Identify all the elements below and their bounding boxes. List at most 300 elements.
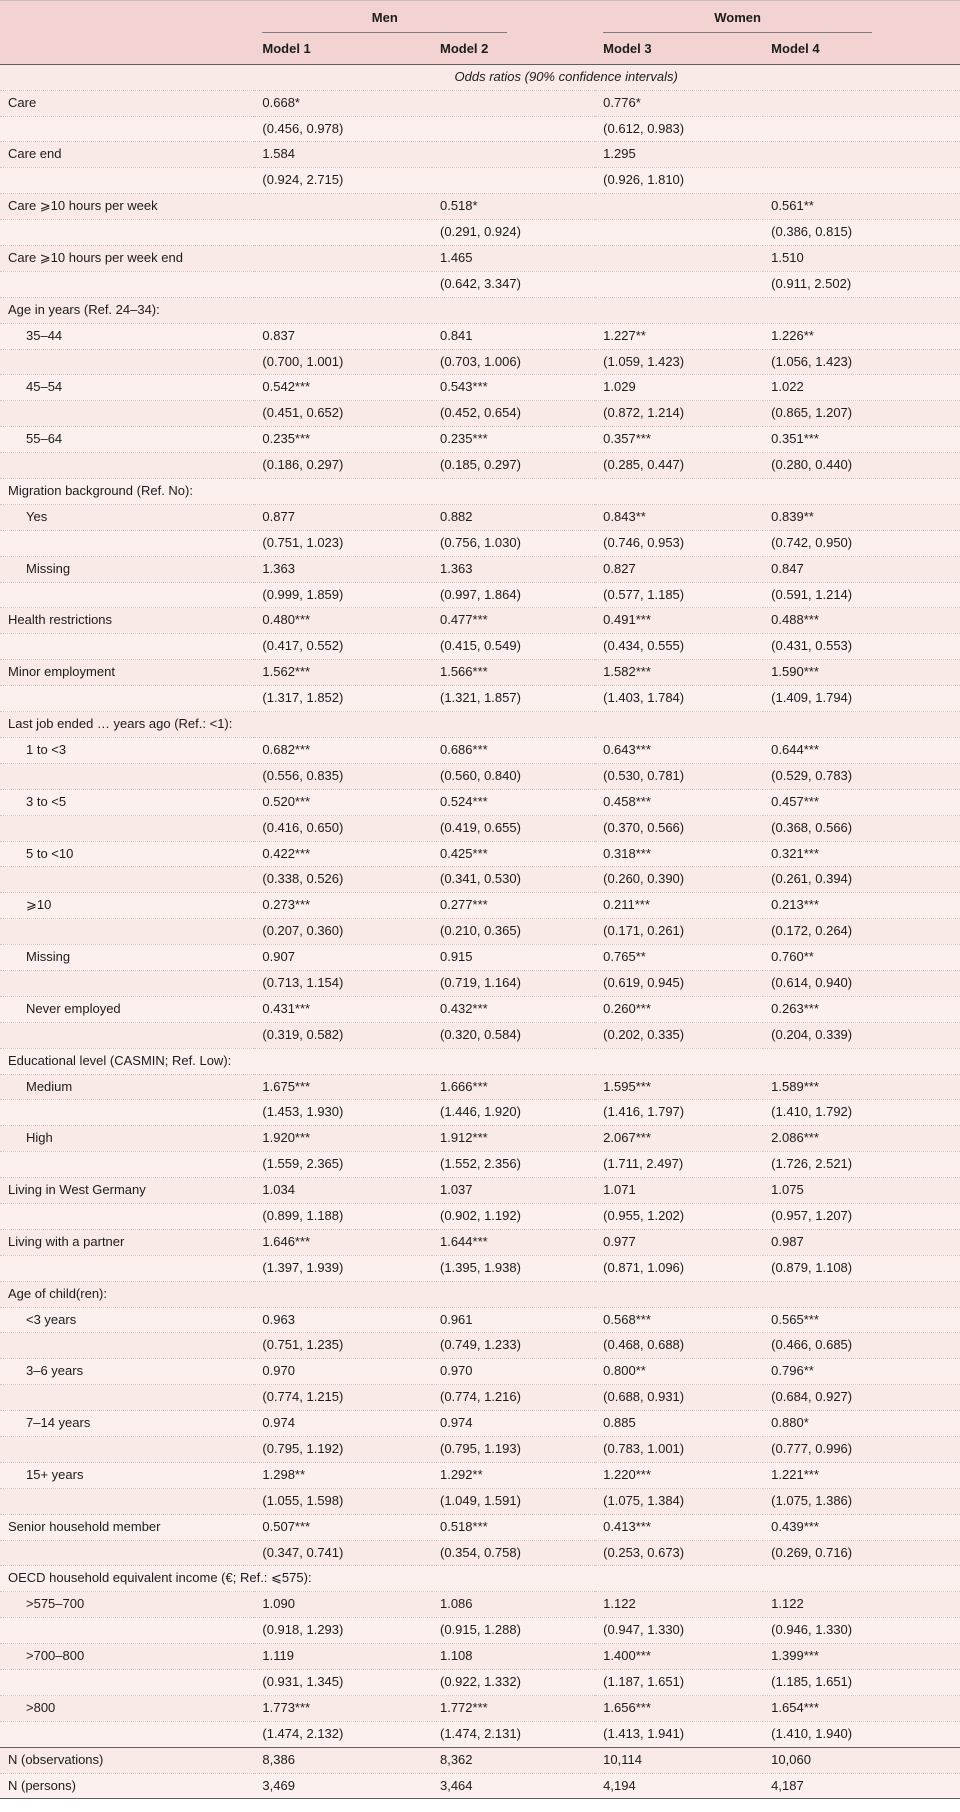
confidence-interval-cell: (1.075, 1.386) [763,1488,960,1514]
table-row [0,1488,960,1514]
confidence-interval-cell: (1.395, 1.938) [432,1255,595,1281]
estimate-cell: 1.034 [254,1178,432,1204]
confidence-interval-cell: (0.285, 0.447) [595,453,763,479]
confidence-interval-cell: (0.719, 1.164) [432,970,595,996]
women-group-header [595,1,960,33]
confidence-interval-cell: (1.055, 1.598) [254,1488,432,1514]
row-label: Yes [0,504,254,530]
estimate-cell: 0.431*** [254,996,432,1022]
row-label: Never employed [0,996,254,1022]
row-label [0,815,254,841]
estimate-cell: 1.772*** [432,1695,595,1721]
row-label [0,1255,254,1281]
confidence-interval-cell: (0.207, 0.360) [254,919,432,945]
confidence-interval-cell: (0.777, 0.996) [763,1436,960,1462]
table-row [0,1747,960,1773]
estimate-cell: 0.987 [763,1229,960,1255]
table-row [0,530,960,556]
row-label [0,1540,254,1566]
subtitle-spacer [0,64,254,90]
confidence-interval-cell [254,220,432,246]
table-row [0,375,960,401]
confidence-interval-cell: (0.530, 0.781) [595,763,763,789]
estimate-cell: 0.491*** [595,608,763,634]
estimate-cell: 10,060 [763,1747,960,1773]
confidence-interval-cell: (0.774, 1.215) [254,1385,432,1411]
estimate-cell: 0.321*** [763,841,960,867]
estimate-cell: 1.584 [254,142,432,168]
estimate-cell: 0.488*** [763,608,960,634]
row-label [0,634,254,660]
confidence-interval-cell: (0.774, 1.216) [432,1385,595,1411]
section-header-row [0,1281,960,1307]
estimate-cell: 1.644*** [432,1229,595,1255]
table-row [0,349,960,375]
confidence-interval-cell: (1.474, 2.132) [254,1721,432,1747]
confidence-interval-cell: (0.434, 0.555) [595,634,763,660]
confidence-interval-cell: (0.319, 0.582) [254,1022,432,1048]
row-label [0,1100,254,1126]
estimate-cell: 1.037 [432,1178,595,1204]
table-row [0,504,960,530]
estimate-cell: 1.221*** [763,1462,960,1488]
confidence-interval-cell: (0.924, 2.715) [254,168,432,194]
row-label: 15+ years [0,1462,254,1488]
row-label: Care ⩾10 hours per week [0,194,254,220]
confidence-interval-cell: (0.947, 1.330) [595,1618,763,1644]
confidence-interval-cell: (0.419, 0.655) [432,815,595,841]
estimate-cell: 2.067*** [595,1126,763,1152]
estimate-cell: 0.260*** [595,996,763,1022]
estimate-cell: 0.974 [254,1411,432,1437]
confidence-interval-cell: (0.955, 1.202) [595,1203,763,1229]
estimate-cell: 1.656*** [595,1695,763,1721]
estimate-cell: 1.226** [763,323,960,349]
confidence-interval-cell: (0.431, 0.553) [763,634,960,660]
row-label: Living in West Germany [0,1178,254,1204]
row-label [0,1203,254,1229]
estimate-cell: 1.562*** [254,660,432,686]
table-row [0,1255,960,1281]
estimate-cell: 0.644*** [763,737,960,763]
confidence-interval-cell: (0.269, 0.716) [763,1540,960,1566]
table-row [0,1514,960,1540]
row-label: >800 [0,1695,254,1721]
estimate-cell: 0.318*** [595,841,763,867]
estimate-cell: 1.075 [763,1178,960,1204]
estimate-cell: 1.363 [432,556,595,582]
row-label [0,1022,254,1048]
estimate-cell: 1.566*** [432,660,595,686]
row-label [0,1333,254,1359]
row-label: 1 to <3 [0,737,254,763]
table-header [0,1,960,65]
confidence-interval-cell: (0.210, 0.365) [432,919,595,945]
confidence-interval-cell: (0.560, 0.840) [432,763,595,789]
confidence-interval-cell: (1.317, 1.852) [254,686,432,712]
row-label [0,1670,254,1696]
table-row [0,686,960,712]
confidence-interval-cell: (0.416, 0.650) [254,815,432,841]
estimate-cell: 2.086*** [763,1126,960,1152]
estimate-cell: 0.211*** [595,893,763,919]
model-2-header: Model 2 [432,33,595,64]
estimate-cell: 0.827 [595,556,763,582]
estimate-cell: 1.399*** [763,1644,960,1670]
confidence-interval-cell: (1.056, 1.423) [763,349,960,375]
estimate-cell: 1.510 [763,246,960,272]
confidence-interval-cell: (0.253, 0.673) [595,1540,763,1566]
estimate-cell: 0.568*** [595,1307,763,1333]
confidence-interval-cell: (0.915, 1.288) [432,1618,595,1644]
estimate-cell: 1.465 [432,246,595,272]
estimate-cell: 1.590*** [763,660,960,686]
estimate-cell: 0.682*** [254,737,432,763]
model-1-header: Model 1 [254,33,432,64]
estimate-cell: 1.675*** [254,1074,432,1100]
confidence-interval-cell: (0.931, 1.345) [254,1670,432,1696]
estimate-cell: 3,469 [254,1773,432,1799]
table-row [0,1229,960,1255]
estimate-cell: 0.877 [254,504,432,530]
section-header-row [0,479,960,505]
row-label: Living with a partner [0,1229,254,1255]
estimate-cell: 1.086 [432,1592,595,1618]
confidence-interval-cell: (0.899, 1.188) [254,1203,432,1229]
estimate-cell: 0.843** [595,504,763,530]
confidence-interval-cell: (1.410, 1.792) [763,1100,960,1126]
row-label: 35–44 [0,323,254,349]
row-label: Care end [0,142,254,168]
section-label: Last job ended … years ago (Ref.: <1): [0,712,960,738]
table-row [0,1307,960,1333]
table-row [0,271,960,297]
row-label: Care [0,90,254,116]
confidence-interval-cell: (0.999, 1.859) [254,582,432,608]
table-row [0,1385,960,1411]
estimate-cell: 1.122 [595,1592,763,1618]
table-row [0,1126,960,1152]
confidence-interval-cell: (0.260, 0.390) [595,867,763,893]
confidence-interval-cell: (0.957, 1.207) [763,1203,960,1229]
confidence-interval-cell: (0.415, 0.549) [432,634,595,660]
confidence-interval-cell: (0.456, 0.978) [254,116,432,142]
estimate-cell: 0.907 [254,945,432,971]
estimate-cell: 0.458*** [595,789,763,815]
confidence-interval-cell: (0.341, 0.530) [432,867,595,893]
table-row [0,789,960,815]
confidence-interval-cell: (0.713, 1.154) [254,970,432,996]
row-label [0,867,254,893]
estimate-cell: 0.524*** [432,789,595,815]
confidence-interval-cell: (0.171, 0.261) [595,919,763,945]
estimate-cell [432,142,595,168]
confidence-interval-cell: (1.059, 1.423) [595,349,763,375]
table-row [0,919,960,945]
estimate-cell: 1.119 [254,1644,432,1670]
confidence-interval-cell: (0.556, 0.835) [254,763,432,789]
model-header-row [0,33,960,64]
estimate-cell: 0.839** [763,504,960,530]
table-row [0,90,960,116]
table-row [0,1333,960,1359]
row-label [0,349,254,375]
confidence-interval-cell: (0.261, 0.394) [763,867,960,893]
table-row [0,1152,960,1178]
confidence-interval-cell: (1.453, 1.930) [254,1100,432,1126]
confidence-interval-cell: (1.049, 1.591) [432,1488,595,1514]
row-label [0,116,254,142]
estimate-cell: 1.666*** [432,1074,595,1100]
table-row [0,763,960,789]
confidence-interval-cell: (0.703, 1.006) [432,349,595,375]
estimate-cell: 0.477*** [432,608,595,634]
confidence-interval-cell: (1.413, 1.941) [595,1721,763,1747]
estimate-cell [254,246,432,272]
estimate-cell: 0.543*** [432,375,595,401]
section-label: Educational level (CASMIN; Ref. Low): [0,1048,960,1074]
table-row [0,453,960,479]
row-label [0,1488,254,1514]
estimate-cell: 0.480*** [254,608,432,634]
estimate-cell: 0.760** [763,945,960,971]
estimate-cell: 1.646*** [254,1229,432,1255]
confidence-interval-cell: (0.320, 0.584) [432,1022,595,1048]
confidence-interval-cell: (0.751, 1.023) [254,530,432,556]
estimate-cell: 0.413*** [595,1514,763,1540]
estimate-cell: 1.582*** [595,660,763,686]
row-label: Medium [0,1074,254,1100]
row-label: Senior household member [0,1514,254,1540]
estimate-cell: 1.022 [763,375,960,401]
row-label [0,401,254,427]
subtitle-row [0,64,960,90]
table-row [0,142,960,168]
table-row [0,116,960,142]
confidence-interval-cell: (1.403, 1.784) [595,686,763,712]
confidence-interval-cell: (0.795, 1.193) [432,1436,595,1462]
estimate-cell: 0.668* [254,90,432,116]
confidence-interval-cell: (0.642, 3.347) [432,271,595,297]
table-row [0,246,960,272]
estimate-cell: 1.029 [595,375,763,401]
confidence-interval-cell: (0.368, 0.566) [763,815,960,841]
table-row [0,1022,960,1048]
estimate-cell: 10,114 [595,1747,763,1773]
table-row [0,1618,960,1644]
estimate-cell: 1.773*** [254,1695,432,1721]
row-label: 7–14 years [0,1411,254,1437]
row-label: 55–64 [0,427,254,453]
confidence-interval-cell: (0.684, 0.927) [763,1385,960,1411]
row-label: 3–6 years [0,1359,254,1385]
confidence-interval-cell: (0.872, 1.214) [595,401,763,427]
row-label [0,1385,254,1411]
model-header-spacer [0,33,254,64]
confidence-interval-cell: (0.865, 1.207) [763,401,960,427]
estimate-cell: 0.970 [432,1359,595,1385]
confidence-interval-cell: (0.619, 0.945) [595,970,763,996]
estimate-cell: 0.643*** [595,737,763,763]
estimate-cell: 0.847 [763,556,960,582]
table-row [0,737,960,763]
table-row [0,401,960,427]
confidence-interval-cell: (0.783, 1.001) [595,1436,763,1462]
confidence-interval-cell: (0.749, 1.233) [432,1333,595,1359]
estimate-cell: 1.090 [254,1592,432,1618]
row-label [0,168,254,194]
estimate-cell [595,194,763,220]
confidence-interval-cell: (0.591, 1.214) [763,582,960,608]
model-4-header: Model 4 [763,33,960,64]
row-label [0,1152,254,1178]
confidence-interval-cell: (0.577, 1.185) [595,582,763,608]
confidence-interval-cell: (1.552, 2.356) [432,1152,595,1178]
table-row [0,1592,960,1618]
estimate-cell: 4,194 [595,1773,763,1799]
row-label: >575–700 [0,1592,254,1618]
table-row [0,1721,960,1747]
table-row [0,1203,960,1229]
confidence-interval-cell [254,271,432,297]
model-3-header: Model 3 [595,33,763,64]
confidence-interval-cell: (1.410, 1.940) [763,1721,960,1747]
confidence-interval-cell: (0.529, 0.783) [763,763,960,789]
confidence-interval-cell: (0.918, 1.293) [254,1618,432,1644]
estimate-cell: 0.796** [763,1359,960,1385]
confidence-interval-cell: (1.321, 1.857) [432,686,595,712]
table-row [0,1436,960,1462]
estimate-cell: 0.977 [595,1229,763,1255]
estimate-cell: 0.561** [763,194,960,220]
section-label: OECD household equivalent income (€; Ref.: ⩽575): [0,1566,960,1592]
confidence-interval-cell: (1.075, 1.384) [595,1488,763,1514]
estimate-cell: 1.227** [595,323,763,349]
estimate-cell: 0.518*** [432,1514,595,1540]
confidence-interval-cell: (1.185, 1.651) [763,1670,960,1696]
table-row [0,1773,960,1799]
section-label: Age of child(ren): [0,1281,960,1307]
estimate-cell: 0.776* [595,90,763,116]
estimate-cell: 1.400*** [595,1644,763,1670]
table-row [0,660,960,686]
confidence-interval-cell: (0.879, 1.108) [763,1255,960,1281]
confidence-interval-cell: (0.172, 0.264) [763,919,960,945]
table-row [0,168,960,194]
estimate-cell: 0.520*** [254,789,432,815]
table-row [0,1644,960,1670]
estimate-cell: 0.277*** [432,893,595,919]
table-row [0,945,960,971]
table-row [0,634,960,660]
section-label: Age in years (Ref. 24–34): [0,297,960,323]
estimate-cell: 0.357*** [595,427,763,453]
row-label: Missing [0,556,254,582]
confidence-interval-cell: (0.612, 0.983) [595,116,763,142]
confidence-interval-cell: (0.922, 1.332) [432,1670,595,1696]
table-body [0,64,960,1799]
group-header-row [0,1,960,33]
confidence-interval-cell: (0.742, 0.950) [763,530,960,556]
estimate-cell: 0.915 [432,945,595,971]
confidence-interval-cell: (0.614, 0.940) [763,970,960,996]
confidence-interval-cell: (1.711, 2.497) [595,1152,763,1178]
estimate-cell: 0.351*** [763,427,960,453]
confidence-interval-cell [763,116,960,142]
estimate-cell: 0.235*** [432,427,595,453]
estimate-cell: 1.122 [763,1592,960,1618]
estimate-cell: 0.880* [763,1411,960,1437]
confidence-interval-cell: (0.202, 0.335) [595,1022,763,1048]
estimate-cell: 0.518* [432,194,595,220]
estimate-cell: 0.542*** [254,375,432,401]
row-label [0,919,254,945]
row-label [0,763,254,789]
confidence-interval-cell: (0.354, 0.758) [432,1540,595,1566]
estimate-cell: 0.425*** [432,841,595,867]
estimate-cell [595,246,763,272]
row-label [0,1721,254,1747]
confidence-interval-cell: (0.291, 0.924) [432,220,595,246]
confidence-interval-cell: (0.795, 1.192) [254,1436,432,1462]
estimate-cell: 0.837 [254,323,432,349]
table-row [0,582,960,608]
estimate-cell: 8,386 [254,1747,432,1773]
estimate-cell: 0.800** [595,1359,763,1385]
table-row [0,1100,960,1126]
confidence-interval-cell: (1.474, 2.131) [432,1721,595,1747]
estimate-cell: 0.961 [432,1307,595,1333]
confidence-interval-cell: (0.700, 1.001) [254,349,432,375]
table-row [0,608,960,634]
estimate-cell: 1.071 [595,1178,763,1204]
estimate-cell [432,90,595,116]
row-label: ⩾10 [0,893,254,919]
row-label: N (observations) [0,1747,254,1773]
estimate-cell: 0.457*** [763,789,960,815]
estimate-cell: 0.235*** [254,427,432,453]
confidence-interval-cell [595,220,763,246]
confidence-interval-cell: (0.946, 1.330) [763,1618,960,1644]
row-label [0,970,254,996]
table-row [0,1462,960,1488]
estimate-cell: 0.970 [254,1359,432,1385]
estimate-cell: 1.595*** [595,1074,763,1100]
estimate-cell: 0.273*** [254,893,432,919]
estimate-cell: 0.885 [595,1411,763,1437]
estimate-cell [254,194,432,220]
confidence-interval-cell: (0.417, 0.552) [254,634,432,660]
confidence-interval-cell: (0.370, 0.566) [595,815,763,841]
row-label: 45–54 [0,375,254,401]
estimate-cell: 8,362 [432,1747,595,1773]
men-group-header [254,1,595,33]
confidence-interval-cell: (1.187, 1.651) [595,1670,763,1696]
row-label [0,582,254,608]
table-row [0,1178,960,1204]
section-label: Migration background (Ref. No): [0,479,960,505]
confidence-interval-cell: (1.397, 1.939) [254,1255,432,1281]
table-row [0,970,960,996]
confidence-interval-cell: (0.338, 0.526) [254,867,432,893]
confidence-interval-cell: (0.347, 0.741) [254,1540,432,1566]
confidence-interval-cell: (0.926, 1.810) [595,168,763,194]
confidence-interval-cell: (0.451, 0.652) [254,401,432,427]
confidence-interval-cell [763,168,960,194]
table-row [0,815,960,841]
estimate-cell: 1.108 [432,1644,595,1670]
row-label: Minor employment [0,660,254,686]
